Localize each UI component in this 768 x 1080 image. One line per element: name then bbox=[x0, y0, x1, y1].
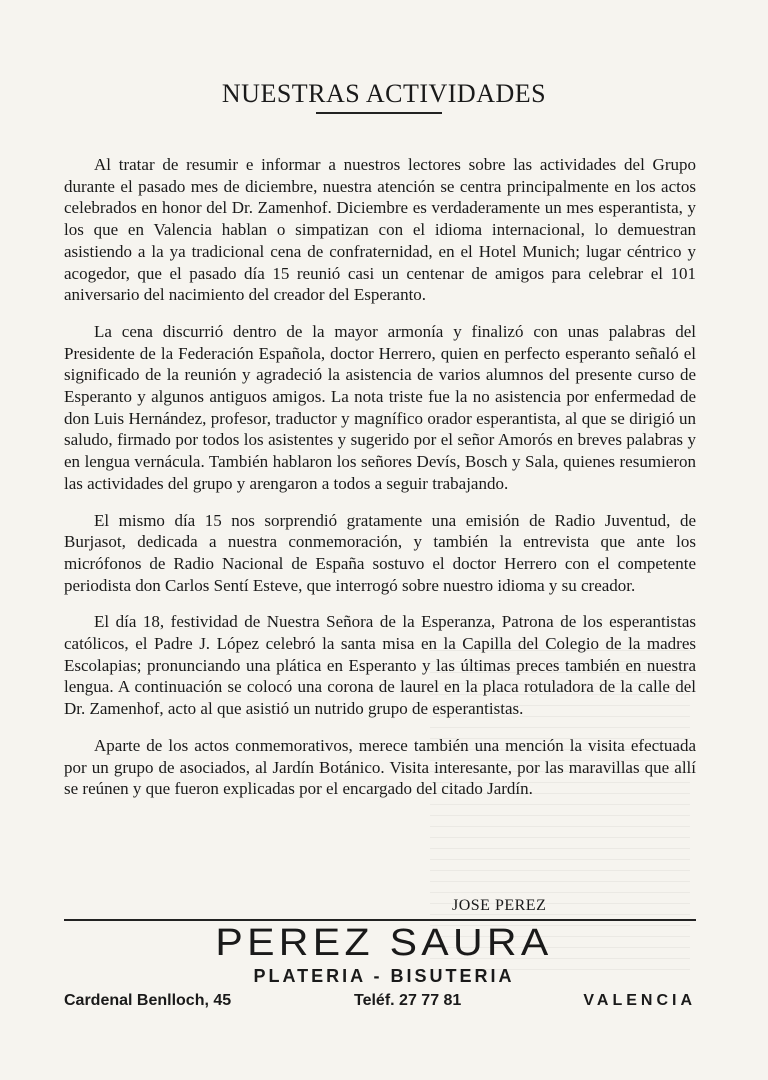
advertiser-city: VALENCIA bbox=[583, 992, 696, 1009]
article-body bbox=[64, 154, 696, 815]
advertiser-address: Cardenal Benlloch, 45 bbox=[64, 992, 232, 1009]
advertisement-divider bbox=[64, 919, 696, 921]
paragraph: El mismo día 15 nos sorprendió gratamente una emisión de Radio Juventud, de Burjasot, dedicada a nuestra conmemoración, y también la entrevista que ante los micrófonos de Radio Nacional de España sostuvo el doctor Herrero con el competente periodista don Carlos Sentí Esteve, que interrogó sobre nuestro idioma y su creador. bbox=[64, 510, 696, 595]
advertiser-subtitle: PLATERIA - BISUTERIA bbox=[253, 966, 515, 986]
paragraph: La cena discurrió dentro de la mayor armonía y finalizó con unas palabras del Presidente de la Federación Española, doctor Herrero, quien en perfecto esperanto señaló el significado de la reunión y agradeció la asistencia de varios alumnos del presente curso de Esperanto y algunos antiguos amigos. La nota triste fue la no asistencia por enfermedad de don Luis Hernández, profesor, traductor y magnífico orador esperantista, al que se dirigió un saludo, firmado por todos los asistentes y sugerido por el señor Amorós en breves palabras y en lengua vernácula. También hablaron los señores Devís, Bosch y Sala, quienes resumieron las actividades del grupo y arengaron a todos a seguir trabajando. bbox=[64, 321, 696, 493]
author-signature: JOSE PEREZ bbox=[452, 897, 547, 914]
title-underline bbox=[316, 112, 442, 114]
page-title: NUESTRAS ACTIVIDADES bbox=[221, 79, 547, 109]
paragraph: Al tratar de resumir e informar a nuestros lectores sobre las actividades del Grupo durante el pasado mes de diciembre, nuestra atención se centra principalmente en los actos celebrados en honor del Dr. Zamenhof. Diciembre es verdaderamente un mes esperantista, y los que en Valencia hablan o simpatizan con el idioma internacional, lo demuestran asistiendo a la ya tradicional cena de confraternidad, en el Hotel Munich; lugar céntrico y acogedor, que el pasado día 15 reunió casi un centenar de amigos para celebrar el 101 aniversario del nacimiento del creador del Esperanto. bbox=[64, 155, 696, 305]
paragraph: Aparte de los actos conmemorativos, merece también una mención la visita efectuada por un grupo de asociados, al Jardín Botánico. Visita interesante, por las maravillas que allí se reúnen y que fueron explicadas por el encargado del citado Jardín. bbox=[64, 735, 696, 799]
advertiser-name: PEREZ SAURA bbox=[215, 922, 553, 964]
advertiser-phone: Teléf. 27 77 81 bbox=[354, 992, 462, 1009]
paragraph: El día 18, festividad de Nuestra Señora de la Esperanza, Patrona de los esperantistas católicos, el Padre J. López celebró la santa misa en la Capilla del Colegio de la madres Escolapias; pronunciando una plática en Esperanto y las últimas preces también en nuestra lengua. A continuación se colocó una corona de laurel en la placa rotuladora de la calle del Dr. Zamenhof, acto al que asistió un nutrido grupo de esperantistas. bbox=[64, 612, 696, 719]
